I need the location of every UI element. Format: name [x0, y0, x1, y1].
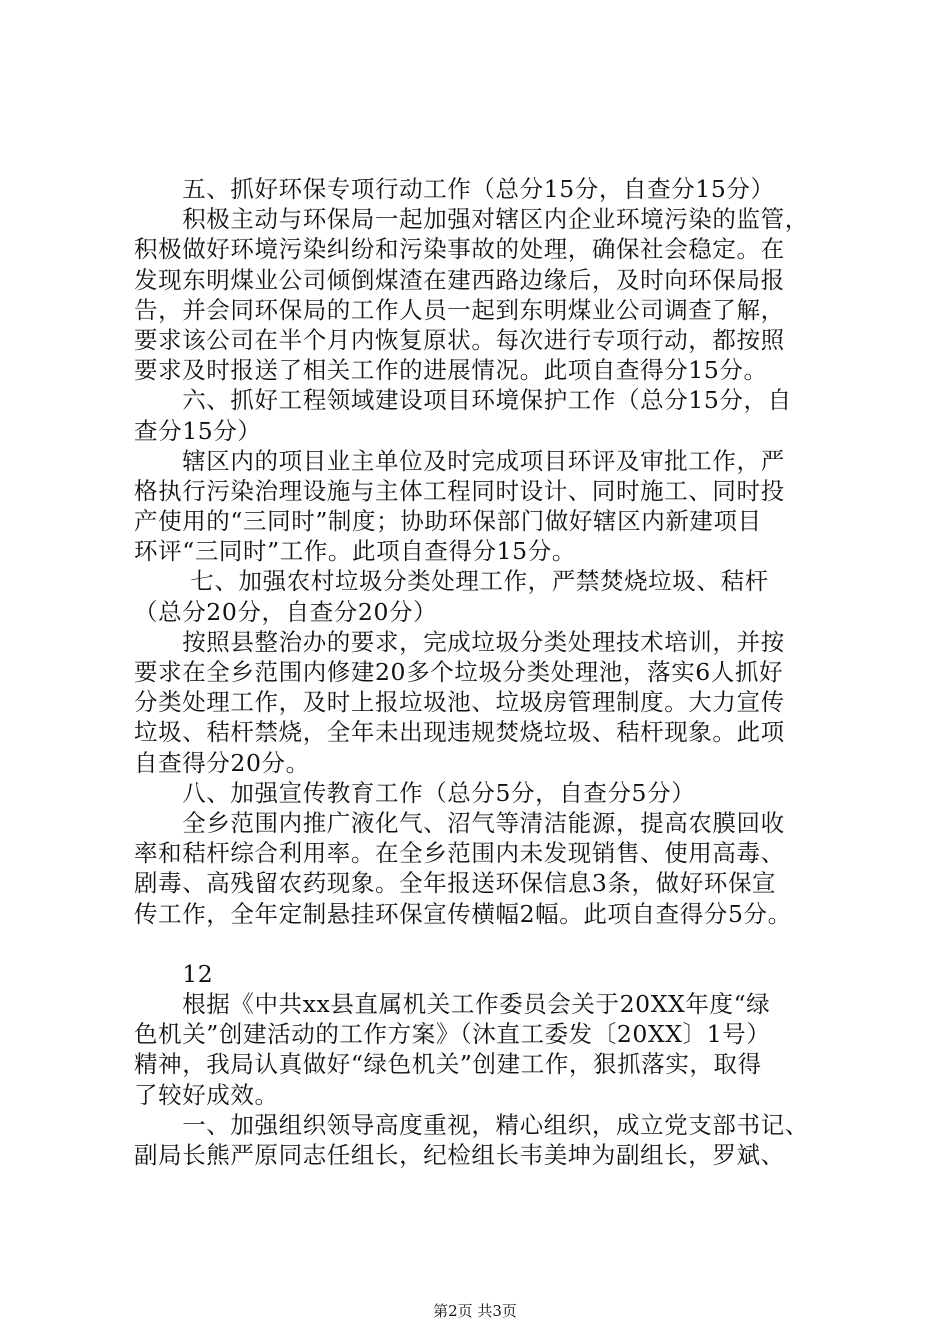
document-body [134, 174, 834, 1170]
text-line: 12 [134, 959, 214, 988]
text-line: 告，并会同环保局的工作人员一起到东明煤业公司调查了解， [134, 295, 785, 324]
text-line: 副局长熊严原同志任组长，纪检组长韦美坤为副组长，罗斌、 [134, 1141, 785, 1169]
text-line: 发现东明煤业公司倾倒煤渣在建西路边缘后，及时向环保局报 [134, 265, 785, 294]
text-line: 六、抓好工程领域建设项目环境保护工作（总分15分，自 [134, 386, 792, 415]
text-line: 分类处理工作，及时上报垃圾池、垃圾房管理制度。大力宣传 [134, 688, 785, 717]
text-line: 全乡范围内推广液化气、沼气等清洁能源，提高农膜回收 [134, 808, 785, 837]
text-line: 根据《中共xx县直属机关工作委员会关于20XX年度“绿 [134, 990, 771, 1019]
text-line: 色机关”创建活动的工作方案》（沐直工委发〔20XX〕1号） [134, 1020, 771, 1049]
text-line: 产使用的“三同时”制度；协助环保部门做好辖区内新建项目 [134, 507, 762, 536]
text-line: 精神，我局认真做好“绿色机关”创建工作，狠抓落实，取得 [134, 1050, 762, 1079]
text-line: 八、加强宣传教育工作（总分5分，自查分5分） [134, 778, 696, 807]
text-line: 七、加强农村垃圾分类处理工作，严禁焚烧垃圾、秸杆 [134, 567, 769, 596]
text-line [134, 929, 834, 959]
text-line: 按照县整治办的要求，完成垃圾分类处理技术培训，并按 [134, 627, 785, 656]
text-line: 要求在全乡范围内修建20多个垃圾分类处理池，落实6人抓好 [134, 658, 784, 686]
text-line: 传工作，全年定制悬挂环保宣传横幅2幅。此项自查得分5分。 [134, 899, 792, 928]
text-line: 垃圾、秸杆禁烧，全年未出现违规焚烧垃圾、秸杆现象。此项 [134, 718, 785, 747]
text-line: 查分15分） [134, 416, 262, 445]
text-line: （总分20分，自查分20分） [134, 597, 438, 626]
text-line: 要求及时报送了相关工作的进展情况。此项自查得分15分。 [134, 356, 768, 385]
page-footer: 第2页 共3页 [433, 1302, 517, 1320]
text-line: 格执行污染治理设施与主体工程同时设计、同时施工、同时投 [134, 476, 785, 505]
text-line: 率和秸杆综合利用率。在全乡范围内未发现销售、使用高毒、 [134, 839, 785, 868]
text-line: 积极主动与环保局一起加强对辖区内企业环境污染的监管， [134, 205, 809, 234]
text-line: 辖区内的项目业主单位及时完成项目环评及审批工作，严 [134, 446, 785, 475]
text-line: 自查得分20分。 [134, 748, 310, 777]
text-line: 了较好成效。 [134, 1080, 279, 1109]
text-line: 剧毒、高残留农药现象。全年报送环保信息3条，做好环保宣 [134, 869, 777, 898]
text-line: 五、抓好环保专项行动工作（总分15分，自查分15分） [134, 175, 775, 203]
text-line: 一、加强组织领导高度重视，精心组织，成立党支部书记、 [134, 1110, 809, 1139]
text-line: 积极做好环境污染纠纷和污染事故的处理，确保社会稳定。在 [134, 235, 785, 264]
text-line: 要求该公司在半个月内恢复原状。每次进行专项行动，都按照 [134, 325, 785, 354]
text-line: 环评“三同时”工作。此项自查得分15分。 [134, 537, 576, 566]
